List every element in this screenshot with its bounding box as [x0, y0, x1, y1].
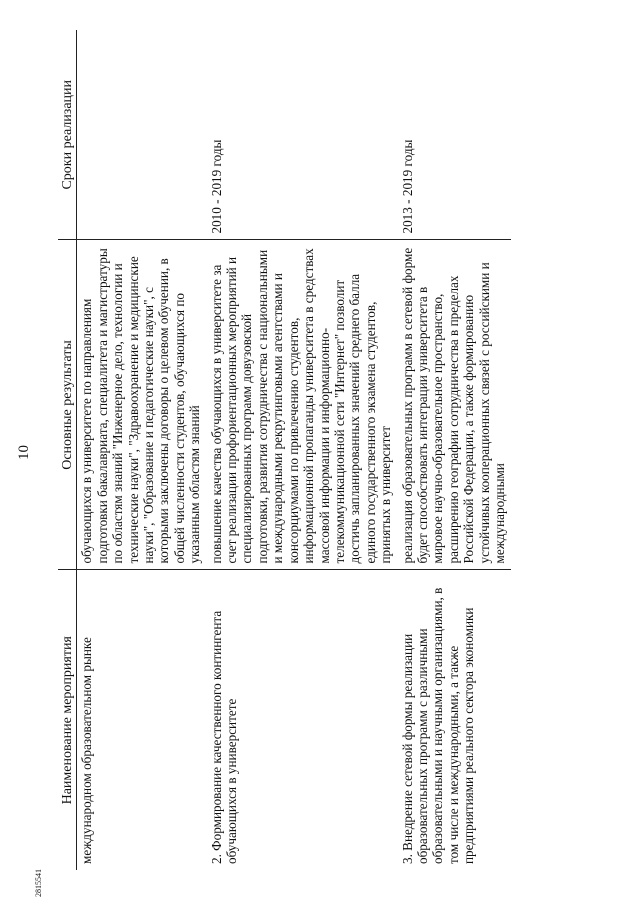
table-row [398, 30, 512, 870]
measure-name-cell: международном образовательном рынке [79, 637, 95, 864]
measure-name-cell: 2. Формирование качественного контингента обучающихся в университете [208, 610, 240, 864]
measures-table [58, 30, 511, 870]
page-number: 10 [16, 445, 32, 460]
table-row [77, 30, 207, 870]
measure-name-cell: 3. Внедрение сетевой формы реализации образовательных программ с различными образовательными и научными организациями, в том числе и международными, а также предприятиями реального сектора экономики [399, 587, 477, 864]
result-cell: обучающихся в университете по направлениям подготовки бакалавриата, специалитета и магистратуры по областям знаний "Инженерное дело, технологии и технические науки", "Здравоохранение и медицинские науки", "Образование и педагогические науки", с которыми заключены договоры о целевом обучении, в общей численности студентов, обучающихся по указанным областям знаний [77, 240, 207, 570]
document-code: 2815541 [34, 869, 43, 897]
result-cell: повышение качества обучающихся в университете за счет реализации профориентационных мероприятий и специализированных программ довузовской подготовки, развития сотрудничества с национальными и международными рекрутинговыми агентствами и консорциумами по привлечению студентов, информационной пропаганды университета в средствах массовой информации и информационно-телекоммуникационной сети "Интернет" позволит достичь запланированных значений среднего балла единого государственного экзамена студентов, принятых в университет [207, 240, 398, 570]
result-cell: реализация образовательных программ в сетевой форме будет способствовать интеграции университета в мировое научно-образовательное пространство, расширению географии сотрудничества в пределах Российской Федерации, а также формированию устойчивых кооперационных связей с российскими и международными [398, 240, 512, 570]
period-cell: 2013 - 2019 годы [398, 30, 512, 240]
header-implementation-period: Сроки реализации [58, 30, 77, 240]
period-cell [77, 30, 207, 240]
header-measure-name: Наименование мероприятия [58, 570, 77, 870]
table-row [207, 30, 398, 870]
table-header-row [58, 30, 77, 870]
header-main-results: Основные результаты [58, 240, 77, 570]
period-cell: 2010 - 2019 годы [207, 30, 398, 240]
